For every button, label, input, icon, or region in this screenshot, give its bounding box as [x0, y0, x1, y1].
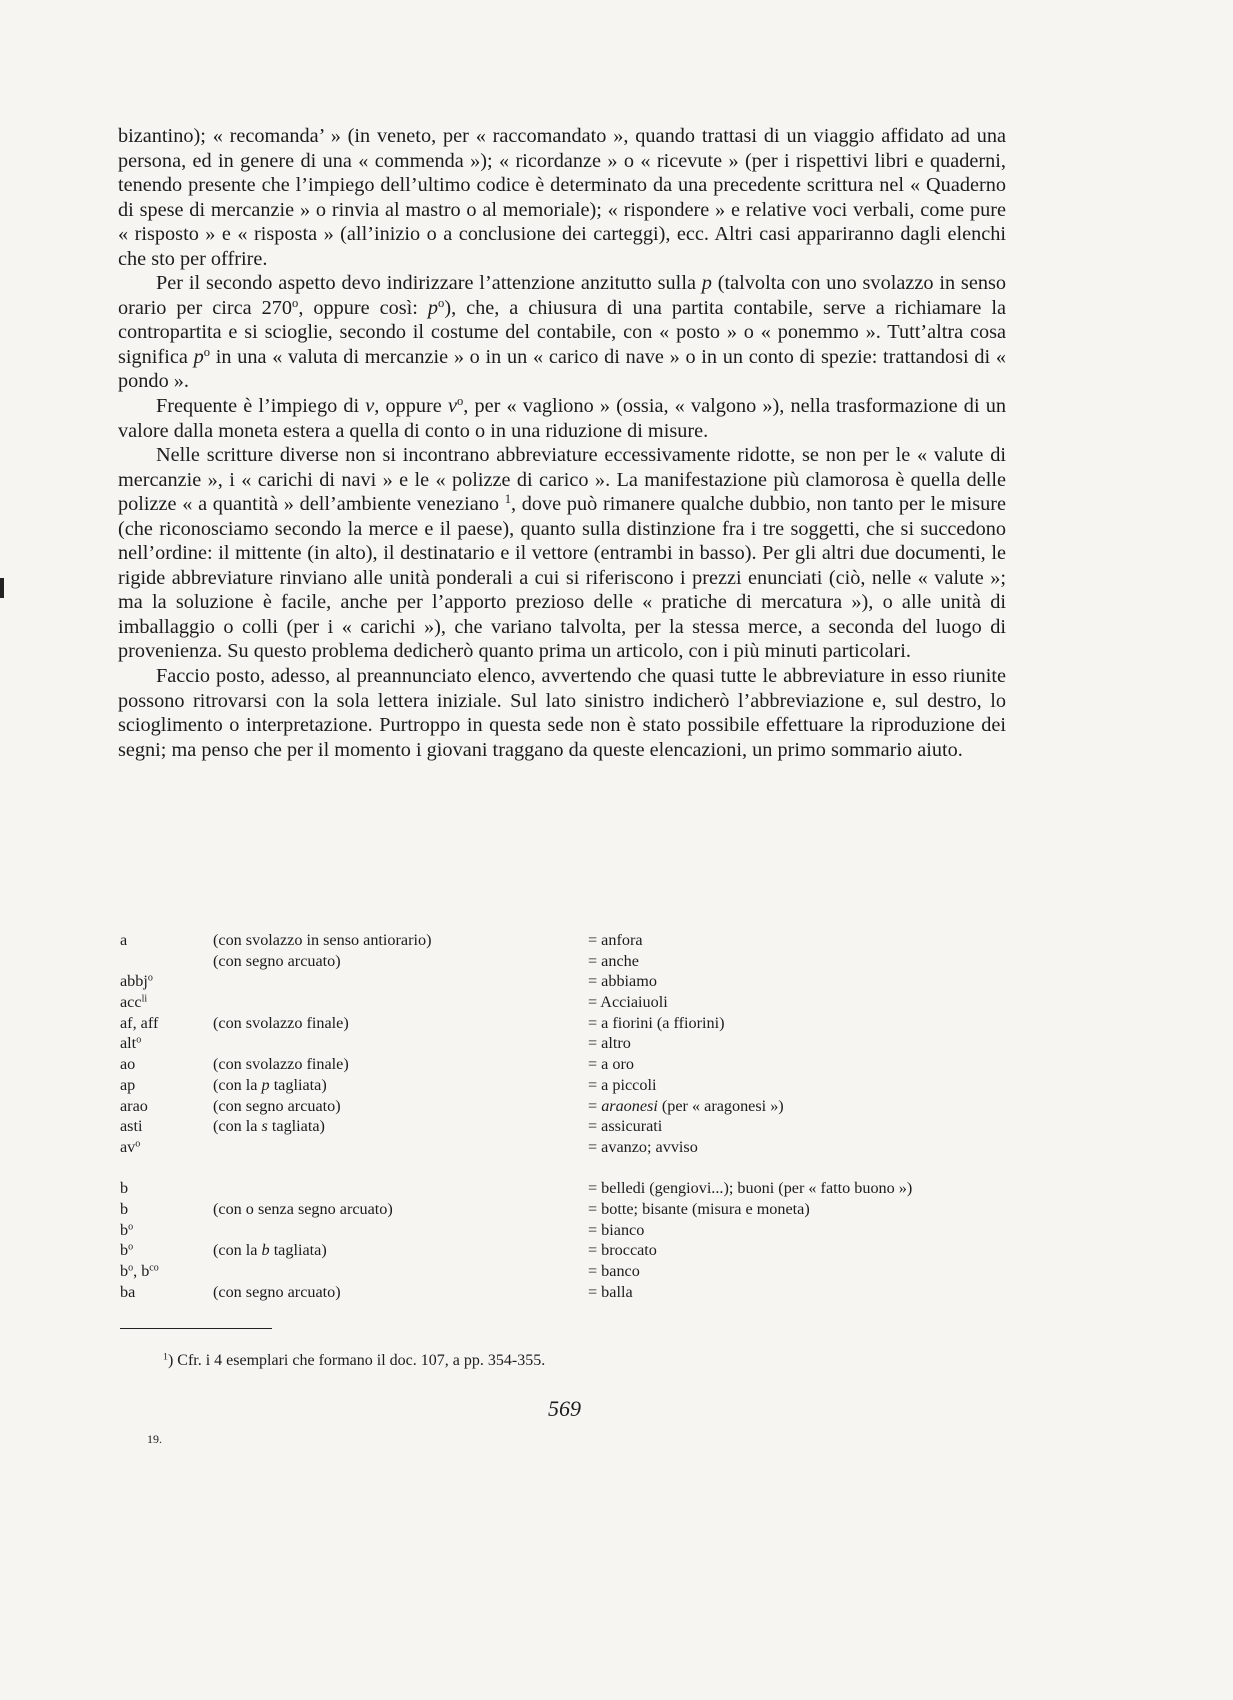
expansion — [588, 1013, 725, 1034]
text-segment: (con la — [213, 1075, 262, 1094]
footnote-text: ) Cfr. i 4 esemplari che formano il doc. 107, a pp. 354-355. — [167, 1352, 546, 1369]
expansion — [588, 1282, 633, 1303]
text-segment: asti — [120, 1117, 143, 1136]
text-segment: arao — [120, 1096, 148, 1115]
text-segment: b — [120, 1179, 129, 1198]
page-number: 569 — [548, 1396, 581, 1421]
text-segment: p — [701, 272, 712, 295]
text-segment: = a fiorini (a ffiorini) — [588, 1013, 725, 1032]
abbreviation — [120, 971, 153, 992]
text-segment: (con la — [213, 1241, 262, 1260]
text-segment: = assicurati — [588, 1117, 663, 1136]
list-item — [120, 1054, 1080, 1075]
abbreviation — [120, 1054, 135, 1075]
text-segment: o — [203, 345, 210, 359]
text-segment: = altro — [588, 1034, 631, 1053]
text-segment: , per « vagliono » (ossia, « valgono »), nella trasformazione di un valore dalla moneta estera a quella di conto o in una riduzione di misure. — [118, 395, 1006, 442]
text-segment: v — [447, 395, 457, 418]
text-segment: af, aff — [120, 1013, 159, 1032]
text-segment: (per « aragonesi ») — [657, 1096, 784, 1115]
paragraph — [118, 271, 1006, 394]
abbreviation — [120, 1261, 159, 1282]
abbreviation — [120, 1013, 158, 1034]
paragraph — [118, 124, 1006, 271]
list-item — [120, 1282, 1080, 1303]
text-segment: o — [292, 295, 299, 310]
text-segment: Nelle scritture diverse non si incontrano abbreviature eccessivamente ridotte, se non per le « valute di mercanzie », i « carichi di navi » e le « polizze di carico ». La manifestazione più clamorosa è quella delle polizze « a quantità » dell’ambiente veneziano — [118, 444, 1006, 516]
list-item — [120, 1013, 1080, 1034]
text-segment: ao — [120, 1055, 136, 1074]
sign-note — [213, 930, 431, 951]
text-segment: o — [135, 1138, 141, 1150]
text-segment: = belledi (gengiovi...); buoni (per « fatto buono ») — [588, 1179, 913, 1198]
text-segment: alt — [120, 1034, 137, 1053]
text-segment: co — [149, 1262, 159, 1274]
text-segment: = a piccoli — [588, 1075, 657, 1094]
list-item — [120, 1075, 1080, 1096]
abbreviation — [120, 1240, 133, 1261]
expansion — [588, 1033, 631, 1054]
list-item — [120, 1199, 1080, 1220]
text-segment: , dove può rimanere qualche dubbio, non tanto per le misure (che riconosciamo secondo la merce e il paese), quanto sulla distinzione fra i tre soggetti, che si succedono nell’ordine: il mittente (in alto), il destinatario e il vettore (entrambi in basso). Per gli altri due documenti, le rigide abbreviature rinviano alle unità ponderali a cui si riferiscono i prezzi enunciati (ciò, nelle « valute »; ma la soluzione è facile, anche per l’apporto prezioso delle « pratiche di mercatura »), o alle unità di imballaggio o colli (per i « carichi »), che variano talvolta, per la stessa merce, a seconda del luogo di provenienza. Su questo problema dedicherò quanto prima un articolo, con i più minuti particolari. — [118, 493, 1007, 663]
abbreviation — [120, 1220, 133, 1241]
text-segment: p — [261, 1075, 270, 1094]
expansion — [588, 1116, 662, 1137]
list-item — [120, 992, 1080, 1013]
list-item — [120, 1261, 1080, 1282]
text-segment: o — [128, 1241, 134, 1253]
expansion — [588, 1075, 656, 1096]
text-segment: li — [141, 993, 148, 1005]
list-item — [120, 930, 1080, 951]
text-segment: b — [261, 1241, 270, 1260]
text-segment: bizantino); « recomanda’ » (in veneto, per « raccomandato », quando trattasi di un viaggio affidato ad una persona, ed in genere di una « commenda »); « ricordanze » o « ricevute » (per i rispettivi libri e quaderni, tenendo presente che l’impiego dell’ultimo codice è determinato da una precedente scrittura nel « Quaderno di spese di mercanzie » o rinvia al mastro o al memoriale); « rispondere » e relative voci verbali, come pure « risposto » e « risposta » (all’inizio o a conclusione dei carteggi), ecc. Altri casi appariranno dagli elenchi che sto per offrire. — [118, 125, 1006, 270]
list-item — [120, 971, 1080, 992]
sign-note — [213, 1075, 327, 1096]
text-segment: = avanzo; avviso — [588, 1137, 698, 1156]
sign-note — [213, 1240, 327, 1261]
text-segment: in una « valuta di mercanzie » o in un « carico di nave » o in un conto di spezie: trattandosi di « pondo ». — [118, 345, 1007, 393]
text-segment: = a oro — [588, 1055, 634, 1074]
text-segment: (con segno arcuato) — [213, 951, 341, 970]
text-segment: ba — [120, 1282, 136, 1301]
text-segment: b — [120, 1199, 129, 1218]
text-segment: , b — [133, 1262, 150, 1280]
text-segment: , oppure così: — [298, 296, 428, 319]
expansion — [588, 992, 668, 1013]
abbreviation — [120, 1137, 140, 1158]
expansion — [588, 1137, 698, 1158]
text-segment: tagliata) — [269, 1241, 327, 1260]
text-segment: tagliata) — [267, 1117, 325, 1136]
sign-note — [213, 1199, 393, 1220]
text-segment: = bianco — [588, 1220, 645, 1239]
list-item — [120, 1240, 1080, 1261]
abbreviation — [120, 1075, 135, 1096]
footnote — [163, 1352, 545, 1370]
sign-note — [213, 1013, 349, 1034]
abbreviation — [120, 1178, 128, 1199]
text-segment: araonesi — [601, 1096, 658, 1115]
sign-note — [213, 951, 341, 972]
expansion — [588, 1240, 657, 1261]
expansion — [588, 1096, 784, 1117]
list-item — [120, 1033, 1080, 1054]
expansion — [588, 951, 639, 972]
expansion — [588, 1261, 640, 1282]
expansion — [588, 971, 657, 992]
text-segment: (con o senza segno arcuato) — [213, 1199, 393, 1218]
text-segment: = broccato — [588, 1241, 657, 1260]
text-segment: o — [456, 394, 464, 409]
text-segment: = Acciaiuoli — [588, 993, 668, 1012]
text-segment: = — [588, 1096, 602, 1115]
text-segment: (con la — [213, 1117, 262, 1136]
abbreviation — [120, 1282, 135, 1303]
sign-note — [213, 1116, 325, 1137]
scan-edge-mark — [0, 578, 4, 598]
expansion — [588, 1178, 912, 1199]
text-segment: o — [136, 1034, 142, 1046]
text-segment: b — [120, 1220, 129, 1239]
signature-mark: 19. — [147, 1432, 162, 1446]
abbreviation — [120, 1116, 142, 1137]
text-segment: o — [147, 972, 153, 984]
text-segment: (con segno arcuato) — [213, 1282, 341, 1301]
abbreviation — [120, 1199, 128, 1220]
text-segment: = abbiamo — [588, 972, 657, 991]
text-segment: p — [193, 345, 204, 368]
body-text — [118, 124, 1006, 762]
text-segment: abbj — [120, 972, 148, 991]
expansion — [588, 1054, 634, 1075]
text-segment: (con segno arcuato) — [213, 1096, 341, 1115]
expansion — [588, 1199, 810, 1220]
list-item — [120, 1178, 1080, 1199]
text-segment: Frequente è l’impiego di — [156, 395, 366, 418]
text-segment: acc — [120, 993, 142, 1012]
paragraph — [118, 443, 1006, 664]
text-segment: Per il secondo aspetto devo indirizzare l’attenzione anzitutto sulla — [156, 272, 702, 295]
list-item — [120, 1116, 1080, 1137]
text-segment: o — [128, 1262, 134, 1274]
list-item — [120, 1220, 1080, 1241]
text-segment: Faccio posto, adesso, al preannunciato elenco, avvertendo che quasi tutte le abbreviature in esso riunite possono ritrovarsi con la sola lettera iniziale. Sul lato sinistro indicherò l’abbreviazione e, sul destro, lo scioglimento o interpretazione. Purtroppo in questa sede non è stato possibile effettuare la riproduzione dei segni; ma penso che per il momento i giovani traggano da queste elencazioni, un primo sommario aiuto. — [118, 665, 1006, 761]
text-segment: = anche — [588, 951, 639, 970]
sign-note — [213, 1282, 341, 1303]
abbreviation-list — [120, 930, 1080, 1302]
text-segment: tagliata) — [269, 1075, 327, 1094]
text-segment: , oppure — [374, 395, 448, 418]
expansion — [588, 930, 643, 951]
text-segment: a — [120, 931, 128, 949]
text-segment: (con svolazzo finale) — [213, 1013, 349, 1032]
footnote-marker: 1 — [163, 1351, 168, 1363]
text-segment: = banco — [588, 1262, 640, 1280]
text-segment: o — [128, 1221, 134, 1233]
text-segment: = balla — [588, 1282, 633, 1301]
sign-note — [213, 1096, 341, 1117]
footnote-rule — [120, 1328, 272, 1329]
text-segment: ap — [120, 1075, 136, 1094]
text-segment: (con svolazzo in senso antiorario) — [213, 931, 432, 949]
text-segment: ), che, a chiusura di una partita contabile, serve a richiamare la contropartita e si scioglie, secondo il costume del contabile, con « posto » o « ponemmo ». Tutt’altra cosa significa — [118, 296, 1006, 368]
text-segment: = anfora — [588, 931, 643, 949]
list-item — [120, 1137, 1080, 1158]
sign-note — [213, 1054, 349, 1075]
paragraph — [118, 664, 1006, 762]
text-segment: (con svolazzo finale) — [213, 1055, 349, 1074]
text-segment: b — [120, 1262, 129, 1280]
abbreviation — [120, 992, 147, 1013]
text-segment: b — [120, 1241, 129, 1260]
abbreviation — [120, 930, 127, 951]
text-segment: s — [261, 1117, 268, 1136]
text-segment: = botte; bisante (misura e moneta) — [588, 1199, 810, 1218]
paragraph — [118, 394, 1006, 443]
text-segment: (talvolta con uno svolazzo in senso orario per circa 270 — [118, 272, 1006, 319]
text-segment: p — [427, 296, 439, 319]
text-segment: av — [120, 1137, 136, 1156]
abbreviation — [120, 1096, 148, 1117]
abbreviation — [120, 1033, 141, 1054]
text-segment: v — [365, 395, 375, 418]
expansion — [588, 1220, 644, 1241]
text-segment: 1 — [504, 492, 511, 507]
text-segment: o — [438, 295, 445, 310]
list-item — [120, 951, 1080, 972]
list-item — [120, 1096, 1080, 1117]
